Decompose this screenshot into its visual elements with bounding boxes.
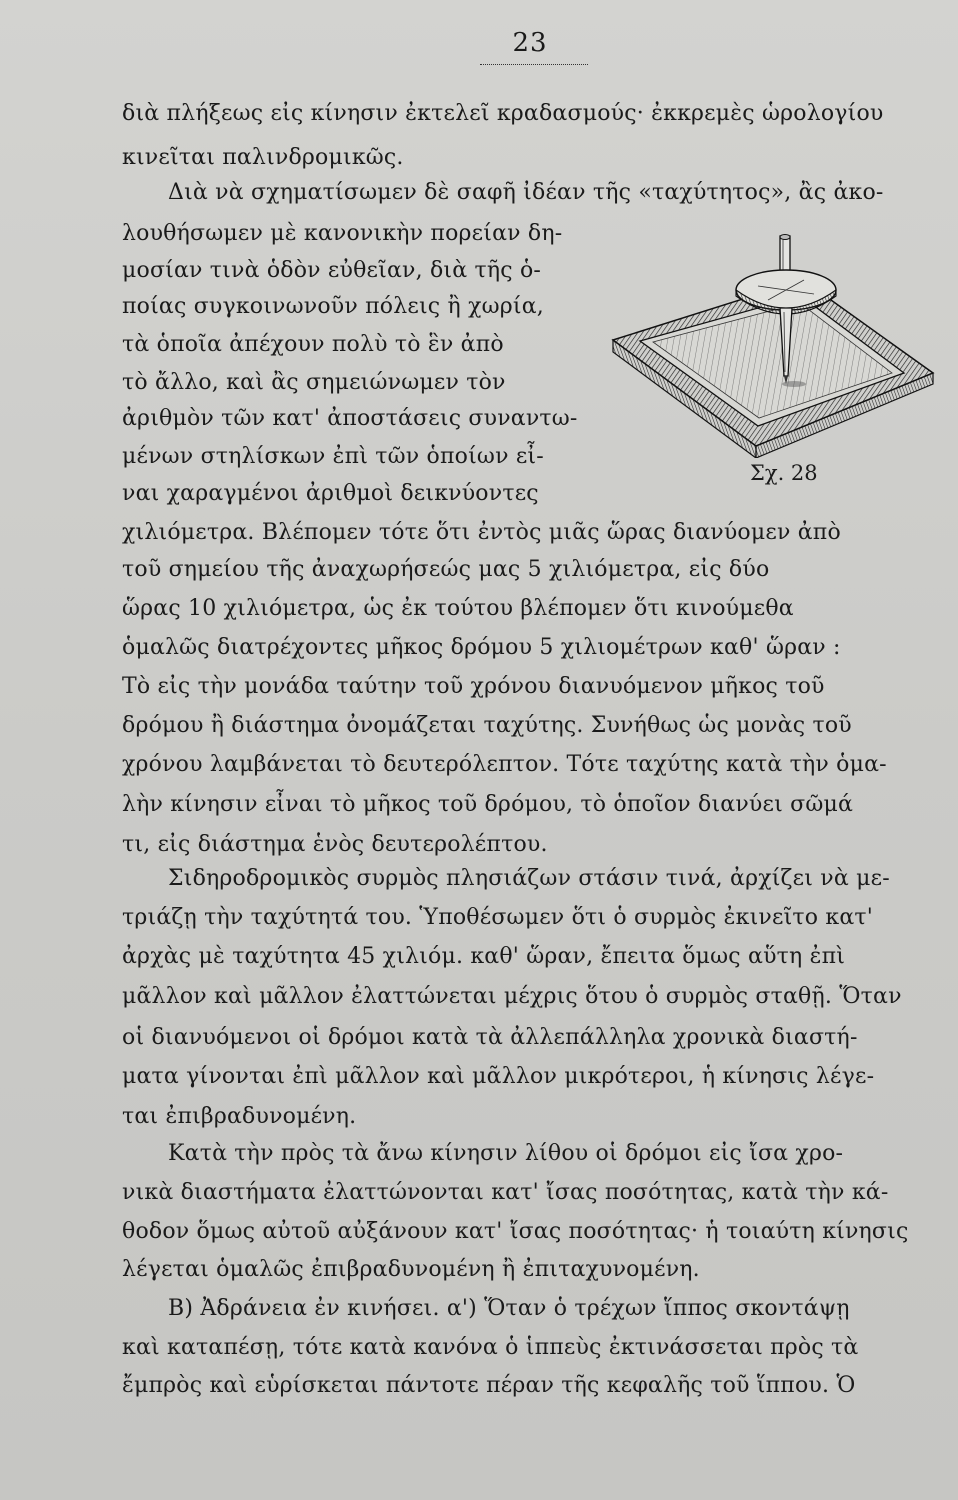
text-line-10: μένων στηλίσκων ἐπὶ τῶν ὁποίων εἶ- [122, 444, 544, 469]
text-line-12: χιλιόμετρα. Βλέπομεν τότε ὅτι ἐντὸς μιᾶς ὥρας διανύομεν ἀπὸ [122, 520, 841, 545]
text-line-33: καὶ καταπέσῃ, τότε κατὰ κανόνα ὁ ἱππεὺς ἐκτινάσσεται πρὸς τὰ [122, 1335, 859, 1360]
text-line-18: χρόνου λαμβάνεται τὸ δευτερόλεπτον. Τότε ταχύτης κατὰ τὴν ὁμα- [122, 752, 887, 777]
text-line-28: Κατὰ τὴν πρὸς τὰ ἄνω κίνησιν λίθου οἱ δρόμοι εἰς ἴσα χρο- [168, 1141, 844, 1166]
text-line-4: λουθήσωμεν μὲ κανονικὴν πορείαν δη- [122, 221, 563, 246]
text-line-7: τὰ ὁποῖα ἀπέχουν πολὺ τὸ ἓν ἀπὸ [122, 332, 504, 357]
text-line-6: ποίας συγκοινωνοῦν πόλεις ἢ χωρία, [122, 294, 544, 319]
text-line-27: ται ἐπιβραδυνομένη. [122, 1104, 357, 1129]
header-rule [480, 64, 588, 65]
text-line-15: ὁμαλῶς διατρέχοντες μῆκος δρόμου 5 χιλιομέτρων καθ' ὥραν : [122, 635, 841, 660]
text-line-14: ὥρας 10 χιλιόμετρα, ὡς ἐκ τούτου βλέπομεν ὅτι κινούμεθα [122, 596, 794, 621]
figure-caption: Σχ. 28 [750, 461, 818, 485]
text-line-24: μᾶλλον καὶ μᾶλλον ἐλαττώνεται μέχρις ὅτου ὁ συρμὸς σταθῇ. Ὅταν [122, 984, 902, 1009]
spinning-top-on-tray-illustration [608, 228, 936, 458]
text-line-5: μοσίαν τινὰ ὁδὸν εὐθεῖαν, διὰ τῆς ὁ- [122, 258, 542, 283]
text-line-16: Τὸ εἰς τὴν μονάδα ταύτην τοῦ χρόνου διανυόμενον μῆκος τοῦ [122, 674, 825, 699]
text-line-32: Β) Ἀδράνεια ἐν κινήσει. α') Ὅταν ὁ τρέχων ἵππος σκοντάψῃ [168, 1296, 850, 1321]
text-line-21: Σιδηροδρομικὸς συρμὸς πλησιάζων στάσιν τινά, ἀρχίζει νὰ με- [168, 866, 890, 891]
text-line-29: νικὰ διαστήματα ἐλαττώνονται κατ' ἴσας ποσότητας, κατὰ τὴν κά- [122, 1180, 889, 1205]
text-line-30: θοδον ὅμως αὐτοῦ αὐξάνουν κατ' ἴσας ποσότητας· ἡ τοιαύτη κίνησις [122, 1219, 909, 1244]
text-line-3: Διὰ νὰ σχηματίσωμεν δὲ σαφῆ ἰδέαν τῆς «ταχύτητος», ἂς ἀκο- [168, 180, 884, 205]
text-line-26: ματα γίνονται ἐπὶ μᾶλλον καὶ μᾶλλον μικρότεροι, ἡ κίνησις λέγε- [122, 1064, 875, 1089]
text-line-23: ἀρχὰς μὲ ταχύτητα 45 χιλιόμ. καθ' ὥραν, ἔπειτα ὅμως αὕτη ἐπὶ [122, 944, 846, 969]
text-line-13: τοῦ σημείου τῆς ἀναχωρήσεώς μας 5 χιλιόμετρα, εἰς δύο [122, 557, 770, 582]
text-line-8: τὸ ἄλλο, καὶ ἂς σημειώνωμεν τὸν [122, 370, 506, 395]
text-line-22: τριάζῃ τὴν ταχύτητά του. Ὑποθέσωμεν ὅτι ὁ συρμὸς ἐκινεῖτο κατ' [122, 905, 874, 930]
text-line-11: ναι χαραγμένοι ἀριθμοὶ δεικνύοντες [122, 481, 539, 506]
text-line-20: τι, εἰς διάστημα ἑνὸς δευτερολέπτου. [122, 832, 548, 857]
text-line-31: λέγεται ὁμαλῶς ἐπιβραδυνομένη ἢ ἐπιταχυνομένη. [122, 1257, 700, 1282]
text-line-2: κινεῖται παλινδρομικῶς. [122, 145, 404, 170]
text-line-34: ἔμπρὸς καὶ εὑρίσκεται πάντοτε πέραν τῆς κεφαλῆς τοῦ ἵππου. Ὁ [122, 1373, 856, 1398]
text-line-17: δρόμου ἢ διάστημα ὀνομάζεται ταχύτης. Συνήθως ὡς μονὰς τοῦ [122, 713, 852, 738]
text-line-25: οἱ διανυόμενοι οἱ δρόμοι κατὰ τὰ ἀλλεπάλληλα χρονικὰ διαστή- [122, 1025, 858, 1050]
text-line-1: διὰ πλήξεως εἰς κίνησιν ἐκτελεῖ κραδασμούς· ἐκκρεμὲς ὡρολογίου [122, 101, 884, 126]
text-line-19: λὴν κίνησιν εἶναι τὸ μῆκος τοῦ δρόμου, τὸ ὁποῖον διανύει σῶμά [122, 792, 854, 817]
text-line-9: ἀριθμὸν τῶν κατ' ἀποστάσεις συναντω- [122, 406, 578, 431]
page-number: 23 [512, 28, 548, 58]
